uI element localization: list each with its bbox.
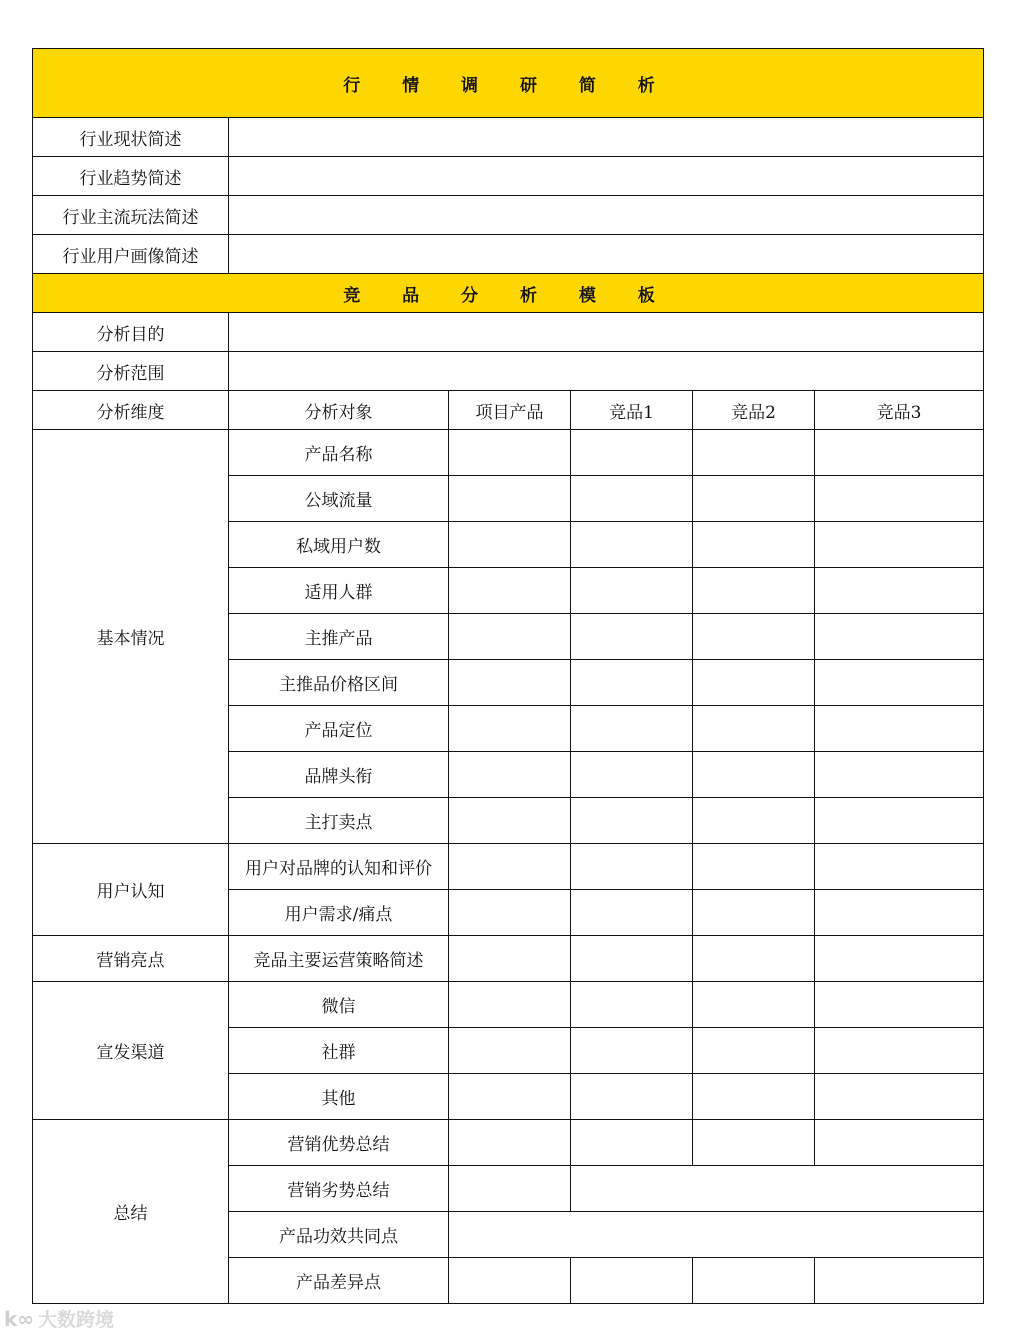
competitor-2-cell[interactable] (693, 660, 815, 706)
watermark-logo-icon: k∞ (4, 1306, 34, 1331)
row-label: 行业现状简述 (33, 118, 229, 157)
competitor-1-cell[interactable] (571, 522, 693, 568)
item-label: 主推产品 (229, 614, 449, 660)
project-product-cell[interactable] (449, 1028, 571, 1074)
item-label: 其他 (229, 1074, 449, 1120)
competitor-1-cell[interactable] (571, 706, 693, 752)
item-label: 产品功效共同点 (229, 1212, 449, 1258)
row-label: 行业主流玩法简述 (33, 196, 229, 235)
competitor-2-cell[interactable] (693, 1258, 815, 1304)
industry-mainstream-play-input[interactable] (229, 196, 984, 235)
competitor-3-cell[interactable] (815, 936, 984, 982)
competitor-3-cell[interactable] (815, 706, 984, 752)
competitor-2-cell[interactable] (693, 706, 815, 752)
item-label: 营销劣势总结 (229, 1166, 449, 1212)
competitor-1-cell[interactable] (571, 614, 693, 660)
competitor-3-cell[interactable] (815, 1120, 984, 1166)
competitor-3-cell[interactable] (815, 476, 984, 522)
project-product-cell[interactable] (449, 752, 571, 798)
competitor-3-cell[interactable] (815, 430, 984, 476)
competitor-1-cell[interactable] (571, 982, 693, 1028)
competitor-3-cell[interactable] (815, 752, 984, 798)
competitor-1-cell[interactable] (571, 1258, 693, 1304)
competitor-3-cell[interactable] (815, 844, 984, 890)
row-label: 分析目的 (33, 313, 229, 352)
project-product-cell[interactable] (449, 890, 571, 936)
competitor-2-cell[interactable] (693, 752, 815, 798)
item-label: 产品定位 (229, 706, 449, 752)
competitor-3-cell[interactable] (815, 568, 984, 614)
competitor-2-cell[interactable] (693, 1120, 815, 1166)
project-product-cell[interactable] (449, 706, 571, 752)
competitor-3-cell[interactable] (815, 1258, 984, 1304)
competitor-1-cell[interactable] (571, 1074, 693, 1120)
column-header: 分析维度 (33, 391, 229, 430)
project-product-cell[interactable] (449, 476, 571, 522)
competitor-1-cell[interactable] (571, 752, 693, 798)
item-label: 营销优势总结 (229, 1120, 449, 1166)
competitor-2-cell[interactable] (693, 1074, 815, 1120)
analysis-scope-input[interactable] (229, 352, 984, 391)
column-header: 分析对象 (229, 391, 449, 430)
competitor-2-cell[interactable] (693, 522, 815, 568)
table-row (33, 982, 984, 1028)
competitor-analysis-title: 竞 品 分 析 模 板 (33, 274, 984, 313)
row-label: 分析范围 (33, 352, 229, 391)
item-label: 用户对品牌的认知和评价 (229, 844, 449, 890)
dimension-cell: 用户认知 (33, 844, 229, 936)
competitor-3-cell[interactable] (815, 798, 984, 844)
item-label: 产品差异点 (229, 1258, 449, 1304)
project-product-cell[interactable] (449, 614, 571, 660)
competitor-1-cell[interactable] (571, 936, 693, 982)
item-label: 主打卖点 (229, 798, 449, 844)
industry-trend-input[interactable] (229, 157, 984, 196)
competitors-merged-cell[interactable] (571, 1166, 984, 1212)
analysis-purpose-input[interactable] (229, 313, 984, 352)
competitor-1-cell[interactable] (571, 660, 693, 706)
column-header: 竞品3 (815, 391, 984, 430)
industry-user-persona-input[interactable] (229, 235, 984, 274)
item-label: 竞品主要运营策略简述 (229, 936, 449, 982)
row-label: 行业用户画像简述 (33, 235, 229, 274)
competitor-2-cell[interactable] (693, 936, 815, 982)
competitor-3-cell[interactable] (815, 1074, 984, 1120)
table-row (33, 844, 984, 890)
project-product-cell[interactable] (449, 568, 571, 614)
project-product-cell[interactable] (449, 1166, 571, 1212)
competitor-2-cell[interactable] (693, 1028, 815, 1074)
item-label: 私域用户数 (229, 522, 449, 568)
table-row (33, 1120, 984, 1166)
dimension-cell: 基本情况 (33, 430, 229, 844)
competitor-analysis-sheet (32, 48, 984, 1304)
competitor-1-cell[interactable] (571, 1120, 693, 1166)
project-product-cell[interactable] (449, 1258, 571, 1304)
competitor-3-cell[interactable] (815, 1028, 984, 1074)
competitor-1-cell[interactable] (571, 568, 693, 614)
project-product-cell[interactable] (449, 1074, 571, 1120)
watermark-text: 大数跨境 (37, 1309, 114, 1331)
competitor-2-cell[interactable] (693, 982, 815, 1028)
competitor-1-cell[interactable] (571, 430, 693, 476)
competitor-1-cell[interactable] (571, 1028, 693, 1074)
project-product-cell[interactable] (449, 844, 571, 890)
column-header-row (33, 391, 984, 430)
dimension-cell: 总结 (33, 1120, 229, 1304)
competitor-3-cell[interactable] (815, 522, 984, 568)
competitor-1-cell[interactable] (571, 890, 693, 936)
competitor-1-cell[interactable] (571, 476, 693, 522)
project-product-cell[interactable] (449, 522, 571, 568)
competitor-2-cell[interactable] (693, 568, 815, 614)
table-row (33, 430, 984, 476)
competitor-3-cell[interactable] (815, 982, 984, 1028)
project-product-cell[interactable] (449, 936, 571, 982)
market-research-title: 行 情 调 研 简 析 (33, 49, 984, 118)
industry-status-input[interactable] (229, 118, 984, 157)
item-label: 用户需求/痛点 (229, 890, 449, 936)
project-product-cell[interactable] (449, 1120, 571, 1166)
common-efficacy-merged-cell[interactable] (449, 1212, 984, 1258)
competitor-2-cell[interactable] (693, 890, 815, 936)
item-label: 产品名称 (229, 430, 449, 476)
project-product-cell[interactable] (449, 982, 571, 1028)
competitor-2-cell[interactable] (693, 614, 815, 660)
competitor-2-cell[interactable] (693, 798, 815, 844)
column-header: 竞品1 (571, 391, 693, 430)
item-label: 适用人群 (229, 568, 449, 614)
competitor-1-cell[interactable] (571, 798, 693, 844)
project-product-cell[interactable] (449, 798, 571, 844)
item-label: 公域流量 (229, 476, 449, 522)
item-label: 微信 (229, 982, 449, 1028)
competitor-2-cell[interactable] (693, 476, 815, 522)
competitor-2-cell[interactable] (693, 430, 815, 476)
competitor-3-cell[interactable] (815, 660, 984, 706)
table-row (33, 936, 984, 982)
project-product-cell[interactable] (449, 660, 571, 706)
competitor-3-cell[interactable] (815, 890, 984, 936)
watermark (4, 1305, 114, 1332)
column-header: 竞品2 (693, 391, 815, 430)
item-label: 主推品价格区间 (229, 660, 449, 706)
column-header: 项目产品 (449, 391, 571, 430)
item-label: 品牌头衔 (229, 752, 449, 798)
competitor-3-cell[interactable] (815, 614, 984, 660)
competitor-1-cell[interactable] (571, 844, 693, 890)
competitor-2-cell[interactable] (693, 844, 815, 890)
dimension-cell: 宣发渠道 (33, 982, 229, 1120)
project-product-cell[interactable] (449, 430, 571, 476)
item-label: 社群 (229, 1028, 449, 1074)
row-label: 行业趋势简述 (33, 157, 229, 196)
dimension-cell: 营销亮点 (33, 936, 229, 982)
